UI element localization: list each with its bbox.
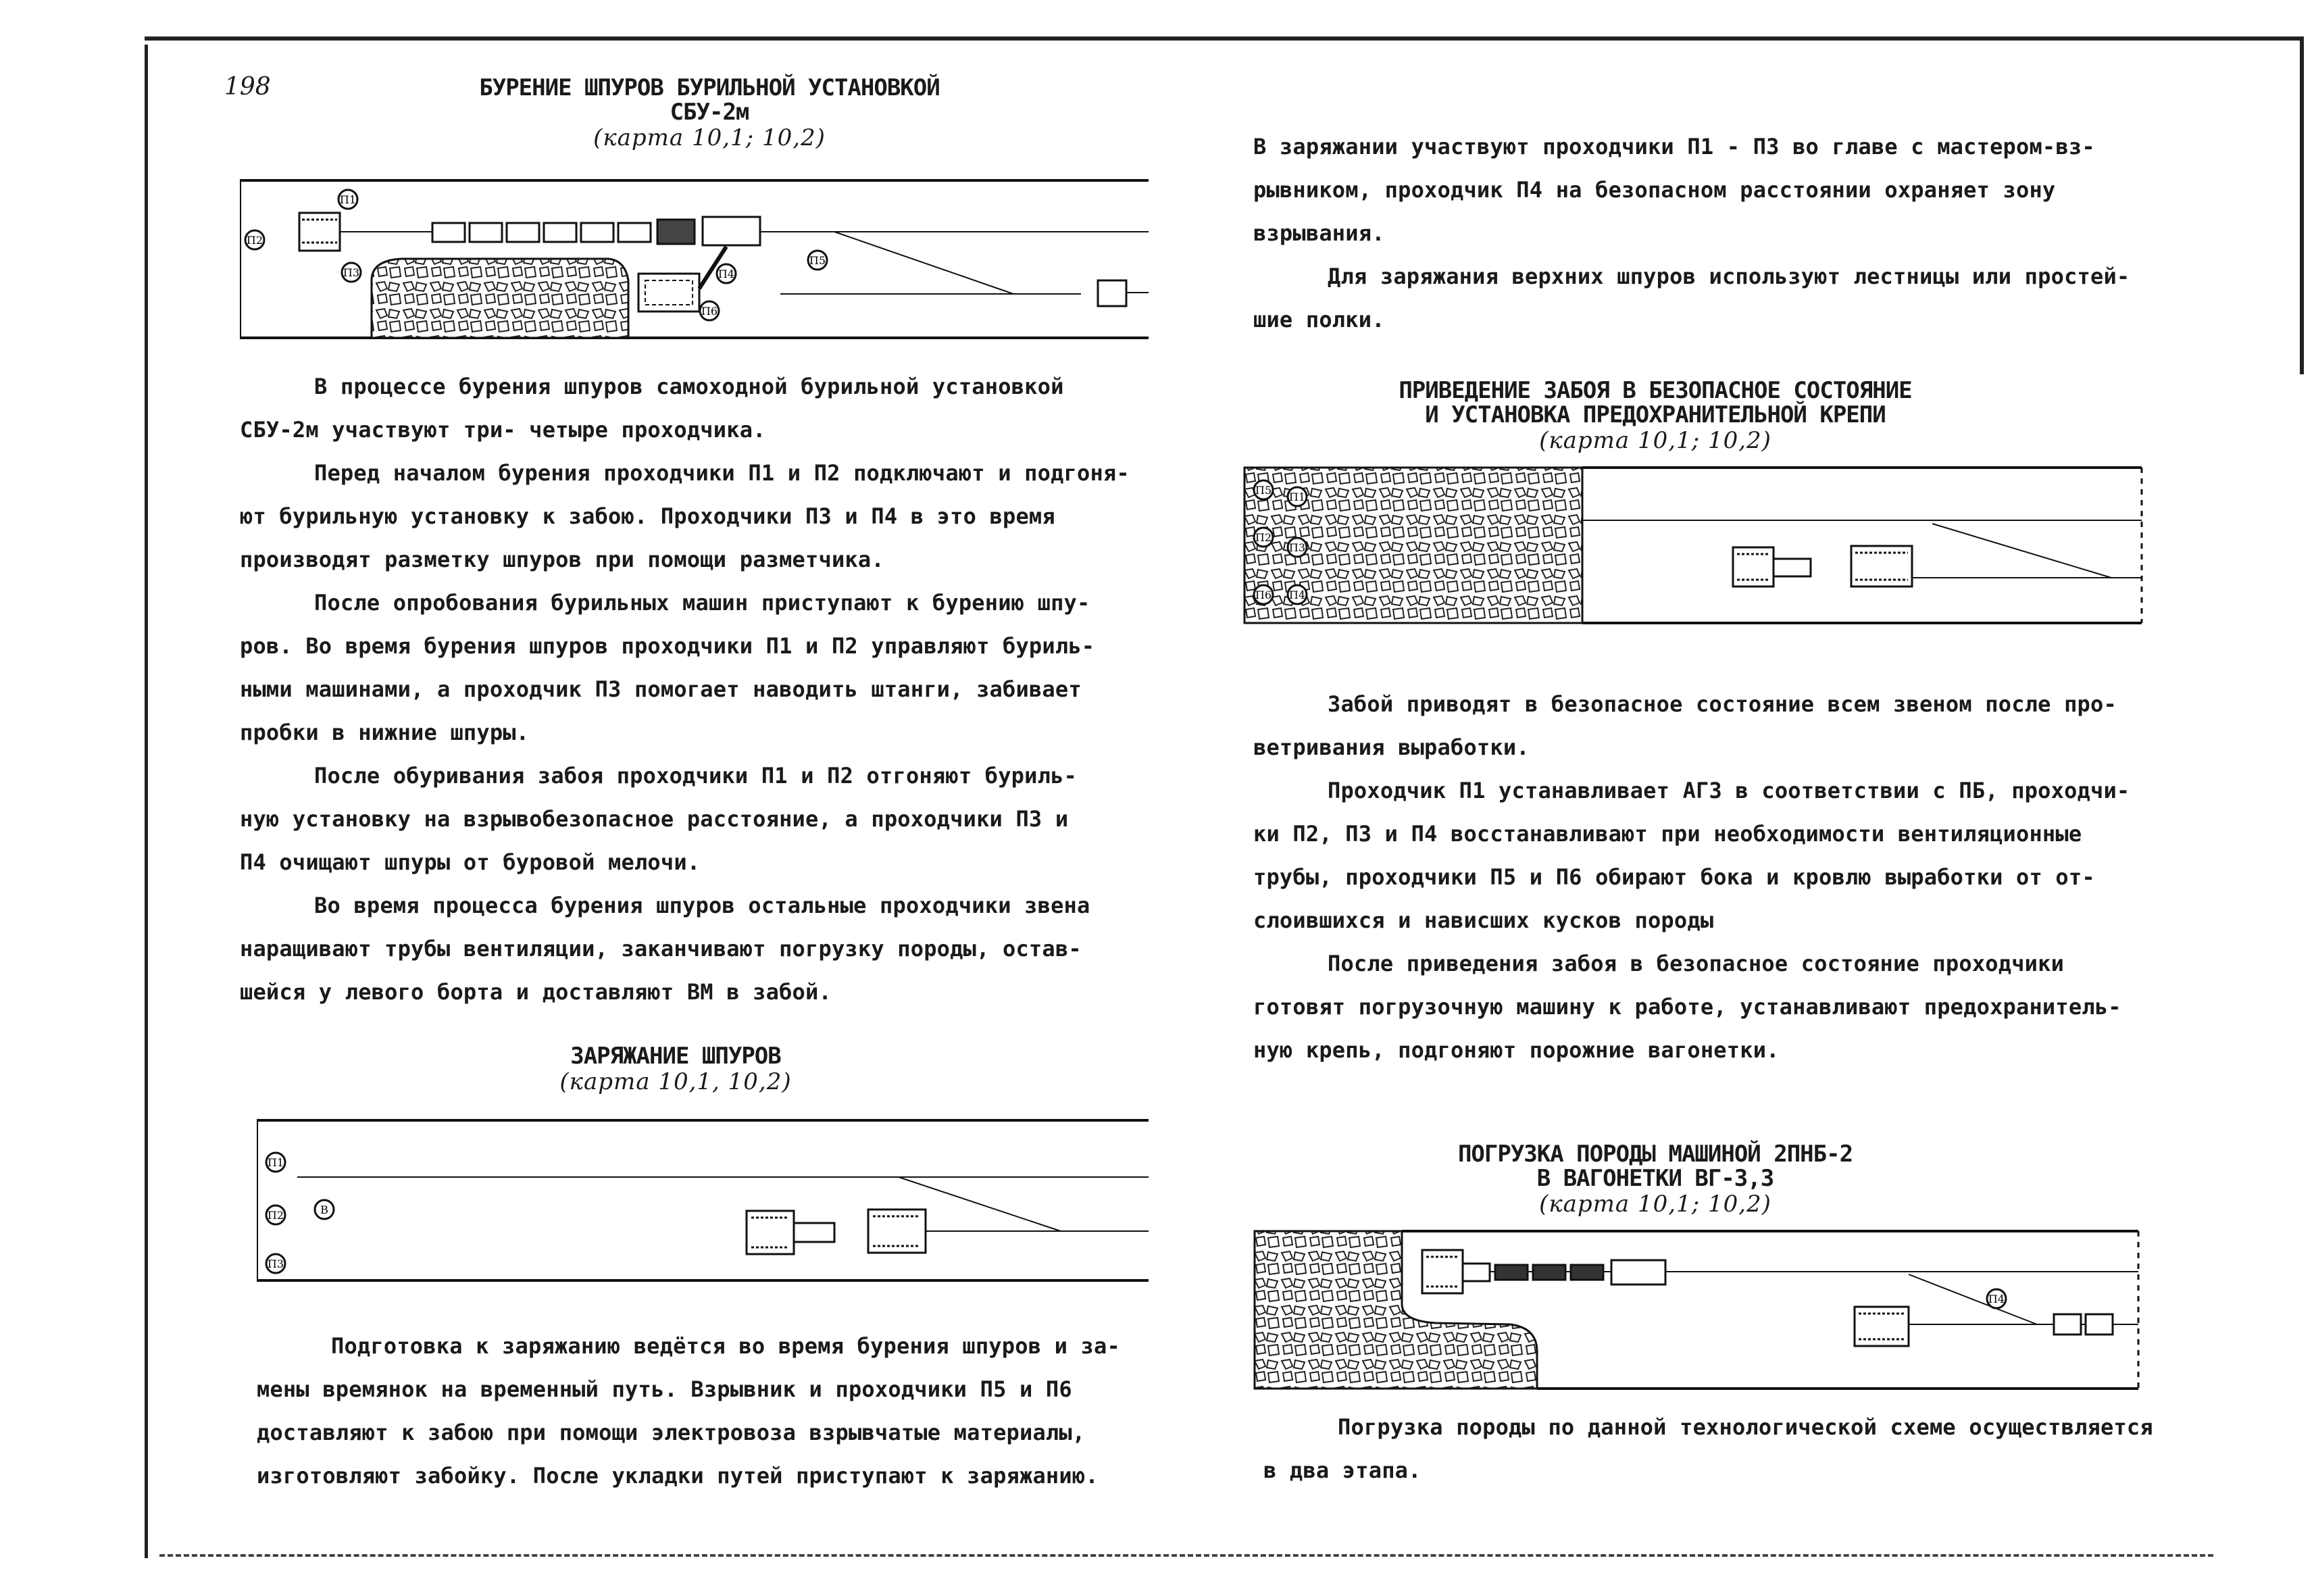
drilling-text: [240, 365, 1159, 1014]
drilling-para-2-line-1: Перед началом бурения проходчики П1 и П2 подключают и подгоня-: [314, 460, 1130, 486]
drilling-heading: [432, 76, 986, 150]
safe-para-3-line-1: После приведения забоя в безопасное состояние проходчики: [1328, 951, 2065, 976]
charging-label-p2: П2: [267, 1209, 284, 1222]
charging-heading-line1: ЗАРЯЖАНИЕ ШПУРОВ: [570, 1043, 781, 1070]
charging-map-ref: (карта 10,1, 10,2): [559, 1068, 792, 1095]
drilling-map-ref: (карта 10,1; 10,2): [593, 124, 826, 151]
safe-state-map-ref: (карта 10,1; 10,2): [1539, 427, 1771, 454]
safe-state-heading: [1351, 378, 1959, 453]
safe-para-2-line-1: Проходчик П1 устанавливает АГЗ в соответствии с ПБ, проходчи-: [1328, 778, 2130, 803]
drilling-para-4-line-2: ную установку на взрывобезопасное расстояние, а проходчики П3 и: [240, 806, 1069, 832]
charging-diagram: [257, 1115, 1162, 1291]
drilling-para-2-line-2: ют бурильную установку к забою. Проходчики П3 и П4 в это время: [240, 503, 1055, 529]
charging-label-blaster: В: [320, 1203, 328, 1216]
charging-heading: [473, 1044, 878, 1094]
drilling-diagram: [240, 172, 1159, 351]
safe-label-p4: П4: [1288, 589, 1306, 601]
diagram-label-p1: П1: [339, 193, 357, 206]
drilling-heading-line2: СБУ-2м: [670, 99, 749, 126]
drilling-para-1-line-1: В процессе бурения шпуров самоходной бурильной установкой: [314, 374, 1064, 399]
charging-cont-para-1-line-2: рывником, проходчик П4 на безопасном расстоянии охраняет зону: [1253, 177, 2056, 203]
safe-state-heading-line2: И УСТАНОВКА ПРЕДОХРАНИТЕЛЬНОЙ КРЕПИ: [1425, 401, 1886, 428]
loading-heading-line1: ПОГРУЗКА ПОРОДЫ МАШИНОЙ 2ПНБ-2: [1457, 1141, 1853, 1168]
diagram-label-p2: П2: [246, 234, 263, 247]
safe-para-3-line-2: готовят погрузочную машину к работе, устанавливают предохранитель-: [1253, 994, 2121, 1020]
drilling-para-5-line-3: шейся у левого борта и доставляют ВМ в забой.: [240, 979, 832, 1005]
drilling-para-5-line-2: наращивают трубы вентиляции, заканчивают погрузку породы, остав-: [240, 936, 1082, 962]
page-frame-left: [145, 45, 148, 1558]
loading-para-1-line-1: Погрузка породы по данной технологической схеме осуществляется: [1338, 1414, 2153, 1440]
charging-para-1-line-1: Подготовка к заряжанию ведётся во время бурения шпуров и за-: [331, 1333, 1120, 1359]
drilling-para-1-line-2: СБУ-2м участвуют три- четыре проходчика.: [240, 417, 766, 443]
charging-label-p1: П1: [267, 1156, 284, 1169]
drilling-para-3-line-2: ров. Во время бурения шпуров проходчики П1 и П2 управляют буриль-: [240, 633, 1095, 659]
drilling-para-2-line-3: производят разметку шпуров при помощи разметчика.: [240, 547, 884, 572]
drilling-heading-line1: БУРЕНИЕ ШПУРОВ БУРИЛЬНОЙ УСТАНОВКОЙ: [479, 74, 940, 101]
charging-cont-text: [1253, 125, 2199, 341]
drilling-para-4-line-3: П4 очищают шпуры от буровой мелочи.: [240, 849, 701, 875]
charging-cont-para-2-line-2: шие полки.: [1253, 307, 1385, 332]
safe-para-1-line-1: Забой приводят в безопасное состояние всем звеном после про-: [1328, 691, 2117, 717]
charging-cont-para-2-line-1: Для заряжания верхних шпуров используют лестницы или простей-: [1328, 264, 2130, 289]
charging-label-p3: П3: [267, 1257, 284, 1270]
safe-label-p6: П6: [1255, 589, 1272, 601]
safe-state-heading-line1: ПРИВЕДЕНИЕ ЗАБОЯ В БЕЗОПАСНОЕ СОСТОЯНИЕ: [1399, 377, 1912, 404]
diagram-label-p6: П6: [701, 305, 718, 318]
safe-para-3-line-3: ную крепь, подгоняют порожние вагонетки.: [1253, 1037, 1780, 1063]
page-frame-top: [145, 36, 2304, 41]
loading-heading: [1419, 1142, 1892, 1216]
page-frame-bottom: [159, 1554, 2213, 1557]
safe-para-2-line-2: ки П2, П3 и П4 восстанавливают при необходимости вентиляционные: [1253, 821, 2082, 847]
drilling-para-5-line-1: Во время процесса бурения шпуров остальные проходчики звена: [314, 893, 1090, 918]
safe-state-diagram: [1243, 459, 2175, 635]
drilling-para-3-line-1: После опробования бурильных машин приступают к бурению шпу-: [314, 590, 1090, 616]
safe-label-p3: П3: [1288, 541, 1306, 554]
charging-para-1-line-3: доставляют к забою при помощи электровоза взрывчатые материалы,: [257, 1420, 1086, 1445]
page-frame-right: [2300, 36, 2304, 374]
drilling-para-4-line-1: После обуривания забоя проходчики П1 и П2 отгоняют буриль-: [314, 763, 1078, 789]
diagram-label-p3: П3: [343, 266, 360, 279]
loading-map-ref: (карта 10,1; 10,2): [1539, 1191, 1771, 1218]
safe-label-p1: П1: [1288, 491, 1306, 503]
safe-para-2-line-3: трубы, проходчики П5 и П6 обирают бока и кровлю выработки от от-: [1253, 864, 2095, 890]
charging-cont-para-1-line-3: взрывания.: [1253, 220, 1385, 246]
diagram-label-p5: П5: [809, 254, 826, 267]
safe-para-2-line-4: слоившихся и нависших кусков породы: [1253, 907, 1714, 933]
safe-para-1-line-2: ветривания выработки.: [1253, 734, 1530, 760]
charging-para-1-line-2: мены времянок на временный путь. Взрывник и проходчики П5 и П6: [257, 1376, 1072, 1402]
diagram-label-p4: П4: [718, 268, 735, 280]
charging-cont-para-1-line-1: В заряжании участвуют проходчики П1 - П3 во главе с мастером-вз-: [1253, 134, 2095, 159]
drilling-para-3-line-3: ными машинами, а проходчик П3 помогает наводить штанги, забивает: [240, 676, 1082, 702]
safe-state-text: [1253, 682, 2199, 1072]
charging-para-1-line-4: изготовляют забойку. После укладки путей приступают к заряжанию.: [257, 1463, 1099, 1489]
loading-para-1-line-2: в два этапа.: [1263, 1457, 1422, 1483]
safe-label-p2: П2: [1255, 531, 1272, 544]
loading-diagram: [1253, 1223, 2172, 1399]
drilling-para-3-line-4: пробки в нижние шпуры.: [240, 720, 530, 745]
loading-label-p4: П4: [1988, 1293, 2005, 1305]
safe-label-p5: П5: [1255, 484, 1272, 497]
charging-text: [257, 1324, 1162, 1497]
loading-heading-line2: В ВАГОНЕТКИ ВГ-3,3: [1536, 1165, 1774, 1192]
page-number: 198: [224, 73, 271, 101]
loading-text: [1263, 1405, 2196, 1492]
